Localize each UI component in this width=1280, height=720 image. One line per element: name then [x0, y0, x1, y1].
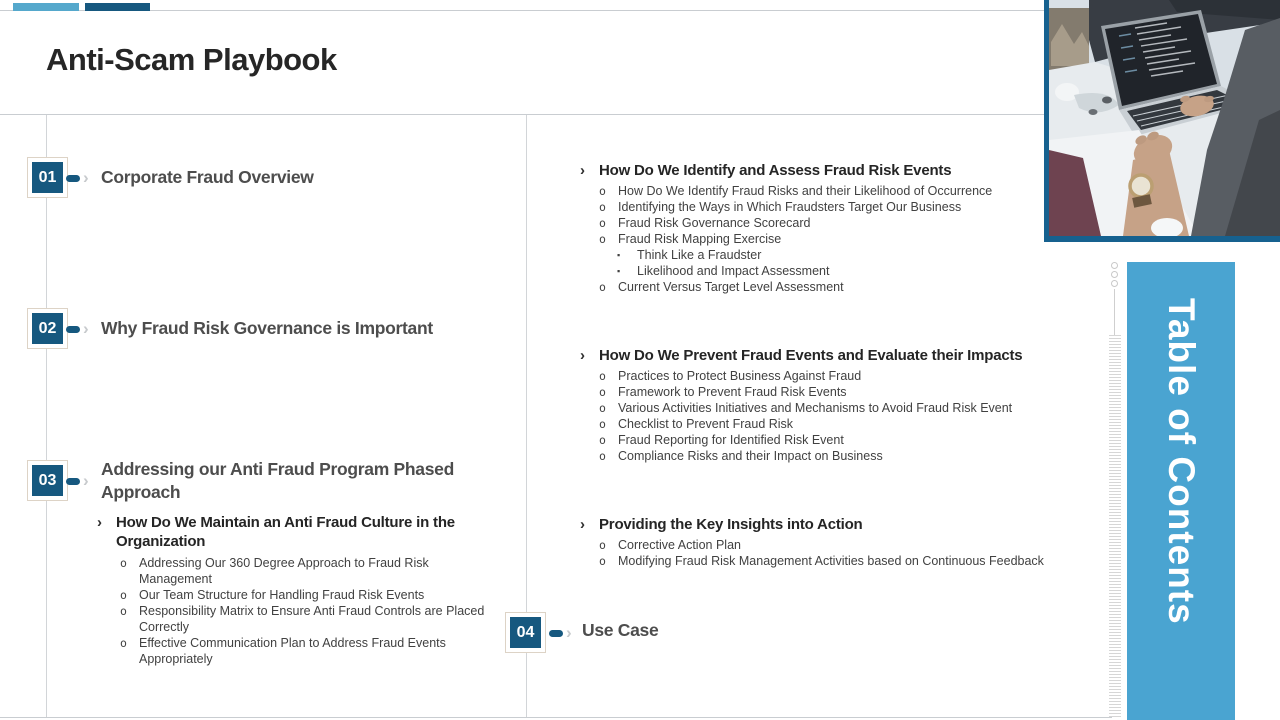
dot-icon: [1111, 262, 1118, 269]
toc-item-use-case[interactable]: Use Case: [582, 620, 659, 640]
dash-pill-icon: [549, 630, 563, 637]
dot-icon: [1111, 280, 1118, 287]
dash-pill-icon: [66, 175, 80, 182]
outline-group-prevent-evaluate: [580, 346, 1115, 464]
subsection-title: How Do We Maintain an Anti Fraud Culture in the Organization: [116, 514, 455, 550]
list-item-text: Identifying the Ways in Which Fraudsters Target Our Business: [618, 200, 962, 214]
decorative-line: [1114, 289, 1115, 335]
list-item: [599, 432, 1115, 448]
circle-bullet-icon: o: [599, 449, 606, 463]
square-bullet-icon: ▪: [617, 266, 621, 276]
list-item-text: Compliance Risks and their Impact on Business: [618, 449, 883, 463]
list-item: [617, 247, 1115, 263]
toc-item-anti-fraud-program[interactable]: Addressing our Anti Fraud Program Phased Approach: [101, 459, 454, 502]
list-item-text: Various Activities Initiatives and Mechanisms to Avoid Fraud Risk Event: [618, 401, 1013, 415]
chevron-right-icon: ›: [580, 516, 585, 533]
list-item-text: Our Team Structure for Handling Fraud Risk Events: [139, 588, 425, 602]
toc-item-why-fraud-risk-governance[interactable]: Why Fraud Risk Governance is Important: [101, 318, 433, 338]
circle-bullet-icon: o: [599, 538, 606, 552]
circle-bullet-icon: o: [120, 604, 127, 618]
arrow-right-icon: ›: [83, 168, 89, 187]
left-guide-line: [46, 115, 47, 717]
circle-bullet-icon: o: [599, 369, 606, 383]
decorative-ribbed-strip: [1109, 335, 1121, 717]
list-item: [120, 603, 497, 635]
circle-bullet-icon: o: [120, 636, 127, 650]
arrow-right-icon: ›: [83, 319, 89, 338]
list-item-text: Fraud Reporting for Identified Risk Event: [618, 433, 844, 447]
chevron-right-icon: ›: [580, 162, 585, 179]
list-item: [599, 400, 1115, 416]
circle-bullet-icon: o: [599, 385, 606, 399]
list-item: [599, 183, 1115, 199]
dash-arrow-icon: [66, 321, 89, 337]
dash-pill-icon: [66, 326, 80, 333]
list-item-text: How Do We Identify Fraud Risks and their Likelihood of Occurrence: [618, 184, 993, 198]
list-item-text: Modifying Fraud Risk Management Activities based on Continuous Feedback: [618, 554, 1044, 568]
arrow-right-icon: ›: [83, 471, 89, 490]
circle-bullet-icon: o: [599, 184, 606, 198]
circle-bullet-icon: o: [599, 417, 606, 431]
dash-arrow-icon: [66, 473, 89, 489]
list-item-text: Likelihood and Impact Assessment: [637, 264, 830, 278]
accent-bar-dark: [85, 3, 150, 11]
bottom-rule: [0, 717, 1112, 718]
chevron-right-icon: ›: [97, 514, 102, 531]
chevron-right-icon: ›: [580, 347, 585, 364]
list-item-text: Corrective Action Plan: [618, 538, 741, 552]
list-item: [120, 635, 497, 667]
circle-bullet-icon: o: [599, 216, 606, 230]
list-item-text: Framework to Prevent Fraud Risk Events: [618, 385, 847, 399]
accent-bar-light: [13, 3, 79, 11]
circle-bullet-icon: o: [599, 280, 606, 294]
toc-number-04[interactable]: 04: [505, 612, 546, 653]
list-item: [120, 555, 497, 587]
list-item-text: Fraud Risk Governance Scorecard: [618, 216, 811, 230]
list-item: [599, 448, 1115, 464]
circle-bullet-icon: o: [599, 401, 606, 415]
group-title: Providing the Key Insights into Action: [599, 516, 863, 533]
circle-bullet-icon: o: [599, 200, 606, 214]
circle-bullet-icon: o: [120, 588, 127, 602]
list-item: [599, 215, 1115, 231]
list-item-text: Practices to Protect Business Against Fraud: [618, 369, 862, 383]
circle-bullet-icon: o: [599, 433, 606, 447]
list-item-text: Think Like a Fraudster: [637, 248, 762, 262]
arrow-right-icon: ›: [566, 623, 572, 642]
toc-number-01[interactable]: 01: [27, 157, 68, 198]
sidebar-band: [1127, 262, 1235, 720]
toc-number-03[interactable]: 03: [27, 460, 68, 501]
dot-icon: [1111, 271, 1118, 278]
circle-bullet-icon: o: [599, 554, 606, 568]
list-item: [599, 368, 1115, 384]
list-item: [599, 279, 1115, 295]
toc-item-corporate-fraud-overview[interactable]: Corporate Fraud Overview: [101, 167, 314, 187]
list-item: [599, 537, 1115, 553]
sidebar-title: Table of Contents: [1161, 298, 1202, 625]
outline-group-key-insights: [580, 515, 1115, 569]
list-item: [599, 416, 1115, 432]
toc-number-02[interactable]: 02: [27, 308, 68, 349]
circle-bullet-icon: o: [599, 232, 606, 246]
list-item: [599, 553, 1115, 569]
dash-arrow-icon: [66, 170, 89, 186]
list-item-text: Effective Communication Plan to Address Fraud Events Appropriately: [139, 636, 446, 666]
list-item-text: Current Versus Target Level Assessment: [618, 280, 844, 294]
outline-group-identify-assess: [580, 161, 1115, 295]
page-title: Anti-Scam Playbook: [46, 42, 337, 77]
group-title: How Do We Prevent Fraud Events and Evaluate their Impacts: [599, 347, 1023, 364]
dash-arrow-icon: [549, 625, 572, 641]
list-item: [599, 384, 1115, 400]
group-title: How Do We Identify and Assess Fraud Risk Events: [599, 162, 952, 179]
list-item-text: Addressing Our 360 Degree Approach to Fraud Risk Management: [139, 556, 429, 586]
list-item: [599, 199, 1115, 215]
workspace-photo: [1044, 0, 1280, 242]
square-bullet-icon: ▪: [617, 250, 621, 260]
list-item-text: Fraud Risk Mapping Exercise: [618, 232, 782, 246]
list-item: [120, 587, 497, 603]
section03-subsection: [97, 513, 497, 667]
workspace-photo-art: [1049, 0, 1280, 236]
list-item: [617, 263, 1115, 279]
circle-bullet-icon: o: [120, 556, 127, 570]
dash-pill-icon: [66, 478, 80, 485]
list-item-text: Checklist to Prevent Fraud Risk: [618, 417, 794, 431]
list-item-text: Responsibility Matrix to Ensure Anti Fraud Controls are Placed Correctly: [139, 604, 485, 634]
list-item: [599, 231, 1115, 247]
